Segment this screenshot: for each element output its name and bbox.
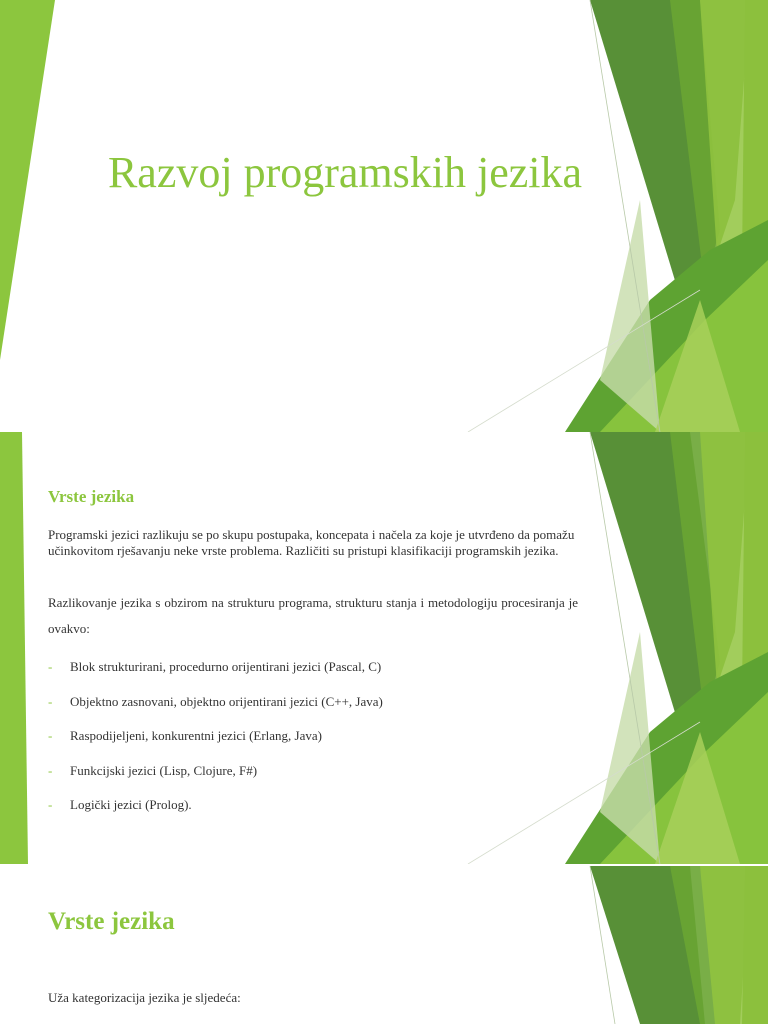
intro-paragraph: Uža kategorizacija jezika je sljedeća: — [48, 990, 241, 1005]
bullet-dash-icon: - — [48, 797, 53, 812]
list-item-text: Blok strukturirani, procedurno orijentirani jezici (Pascal, C) — [70, 659, 382, 674]
bullet-dash-icon: - — [48, 659, 53, 674]
classification-paragraph: Razlikovanje jezika s obzirom na strukturu programa, strukturu stanja i metodologiju procesiranja je ovakvo: — [48, 595, 578, 636]
list-item — [48, 797, 383, 832]
list-item-text: Funkcijski jezici (Lisp, Clojure, F#) — [70, 762, 258, 778]
list-item-text: Raspodijeljeni, konkurentni jezici (Erlang, Java) — [70, 728, 322, 743]
list-item-text: Objektno zasnovani, objektno orijentirani jezici (C++, Java) — [70, 693, 383, 709]
bullet-dash-icon: - — [48, 728, 53, 743]
section-heading: Vrste jezika — [48, 908, 175, 935]
list-item — [48, 728, 383, 763]
slide-content — [0, 432, 768, 864]
list-item — [48, 763, 383, 798]
bullet-dash-icon: - — [48, 762, 53, 778]
slide-content-partial — [0, 866, 768, 1024]
list-item — [48, 659, 383, 694]
language-type-list — [48, 659, 383, 832]
intro-paragraph: Programski jezici razlikuju se po skupu postupaka, koncepata i načela za koje je utvrđeno da pomažu učinkovitom rješavanju neke vrste problema. Različiti su pristupi klasifikaciji programskih jezika. — [48, 527, 575, 558]
green-decoration-shapes — [0, 0, 768, 432]
slide-title-heading: Razvoj programskih jezika — [107, 148, 583, 197]
list-item-text: Logički jezici (Prolog). — [70, 797, 192, 812]
bullet-dash-icon: - — [48, 693, 53, 709]
list-item — [48, 694, 383, 729]
slide-title — [0, 0, 768, 432]
section-heading: Vrste jezika — [48, 487, 135, 506]
